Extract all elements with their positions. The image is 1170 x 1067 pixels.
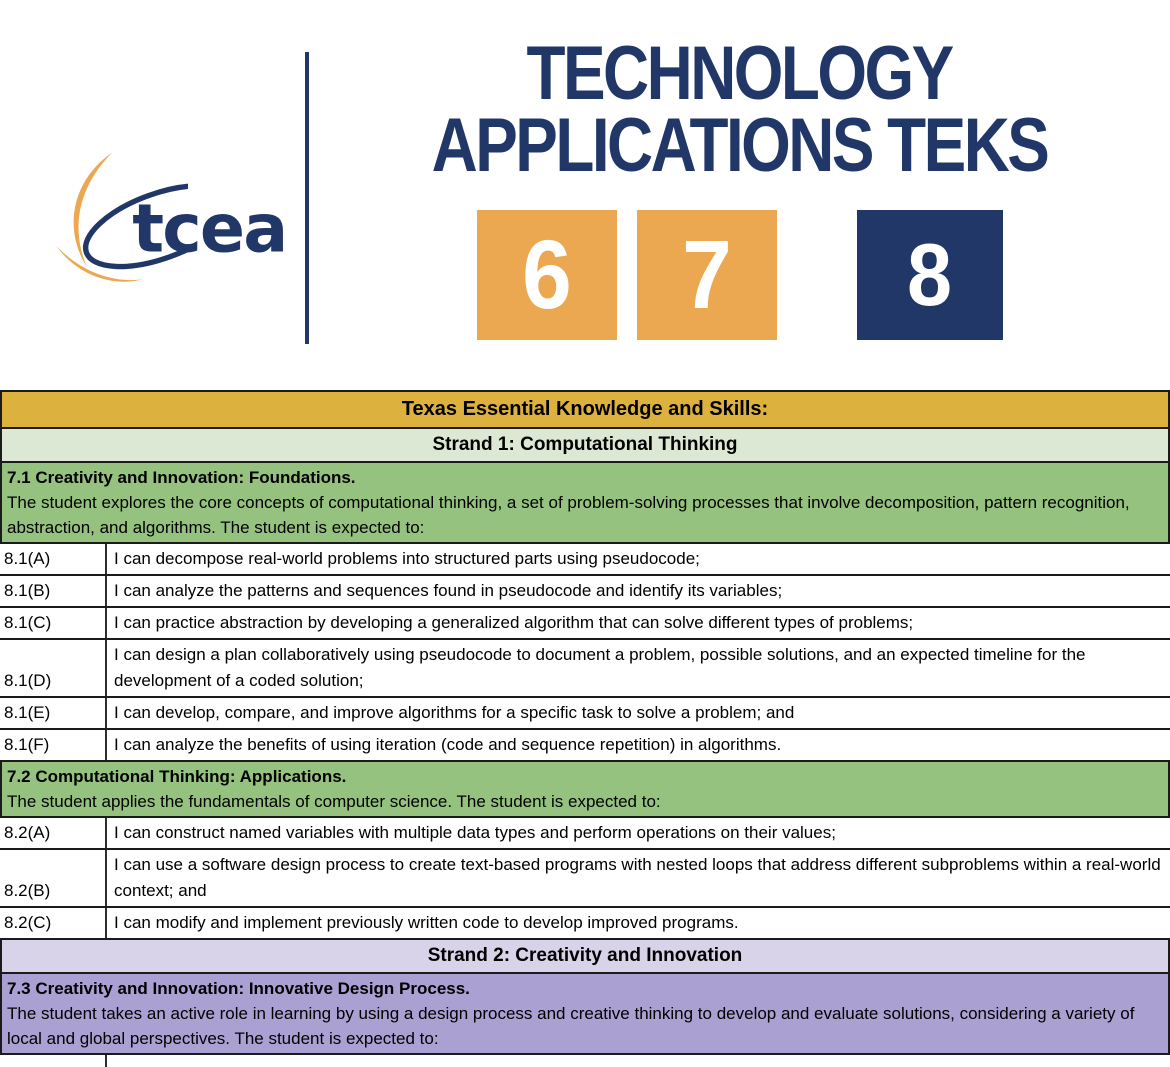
section-cell (2, 974, 1168, 1053)
standard-code: 8.1(F) (0, 730, 107, 760)
standard-code: 8.1(C) (0, 608, 107, 638)
standard-text: I can analyze the benefits of using iteration (code and sequence repetition) in algorithms. (114, 735, 782, 754)
standard-text: I can practice abstraction by developing a generalized algorithm that can solve different types of problems; (114, 613, 914, 632)
table-row-section (0, 463, 1170, 544)
page-title-line1: TECHNOLOGY (526, 31, 953, 116)
table-row-8.1(C) (0, 608, 1170, 640)
grade-boxes (477, 210, 1003, 340)
logo-wordmark: tcea (132, 189, 287, 268)
section-title: 7.2 Computational Thinking: Applications. (7, 767, 347, 786)
table-row-partial (0, 1055, 1170, 1067)
grade-box-6 (477, 210, 617, 340)
table-row-8.1(B) (0, 576, 1170, 608)
standard-text: I can analyze the patterns and sequences found in pseudocode and identify its variables; (114, 581, 783, 600)
table-row-section (0, 762, 1170, 818)
section-title: 7.1 Creativity and Innovation: Foundations. (7, 468, 356, 487)
standard-text: I can decompose real-world problems into structured parts using pseudocode; (114, 549, 700, 568)
section-body: The student takes an active role in learning by using a design process and creative thinking to develop and evaluate solutions, considering a variety of local and global perspectives. The student is expected to: (7, 1004, 1135, 1048)
section-cell (2, 463, 1168, 542)
standard-code: 8.1(E) (0, 698, 107, 728)
title-block (309, 0, 1170, 390)
table-row-8.2(A) (0, 818, 1170, 850)
table-row-8.1(F) (0, 730, 1170, 762)
grade-box-8 (857, 210, 1003, 340)
strand-heading: Strand 2: Creativity and Innovation (427, 945, 743, 966)
standard-text: I can use a software design process to create text-based programs with nested loops that address different subproblems within a real-world context; and (114, 855, 1161, 900)
table-row-strand (0, 940, 1170, 974)
table-row-table_title (0, 392, 1170, 429)
table-row-section (0, 974, 1170, 1055)
standard-text: I can develop, compare, and improve algorithms for a specific task to solve a problem; and (114, 703, 795, 722)
tcea-logo (0, 0, 305, 390)
standard-code: 8.2(A) (0, 818, 107, 848)
table-row-strand (0, 429, 1170, 463)
grade-6-label: 6 (521, 220, 572, 329)
standard-code: 8.2(C) (0, 908, 107, 938)
grade-7-label: 7 (681, 220, 732, 329)
standard-text (107, 1055, 1170, 1067)
standard-code: 8.1(B) (0, 576, 107, 606)
standard-code: 8.1(D) (0, 640, 107, 696)
document-header (0, 0, 1170, 390)
table-row-8.1(E) (0, 698, 1170, 730)
table-title: Texas Essential Knowledge and Skills: (401, 398, 769, 420)
page-title-line2: APPLICATIONS TEKS (431, 103, 1048, 188)
grade-box-7 (637, 210, 777, 340)
section-title: 7.3 Creativity and Innovation: Innovative Design Process. (7, 979, 470, 998)
standard-code (0, 1055, 107, 1067)
crescent-icon (74, 152, 113, 267)
strand-heading: Strand 1: Computational Thinking (432, 434, 738, 455)
standard-code: 8.2(B) (0, 850, 107, 906)
teks-table (0, 390, 1170, 1067)
section-body: The student applies the fundamentals of computer science. The student is expected to: (7, 792, 661, 811)
table-row-8.1(D) (0, 640, 1170, 698)
section-body: The student explores the core concepts of computational thinking, a set of problem-solving processes that involve decomposition, pattern recognition, abstraction, and algorithms. The student is expected to: (7, 493, 1130, 537)
table-row-8.2(B) (0, 850, 1170, 908)
standard-text: I can construct named variables with multiple data types and perform operations on their values; (114, 823, 836, 842)
table-row-8.2(C) (0, 908, 1170, 940)
grade-8-label: 8 (906, 225, 953, 324)
tcea-logo-graphic (53, 143, 305, 295)
standard-code: 8.1(A) (0, 544, 107, 574)
section-cell (2, 762, 1168, 816)
standard-text: I can modify and implement previously written code to develop improved programs. (114, 913, 739, 932)
standard-text: I can design a plan collaboratively using pseudocode to document a problem, possible solutions, and an expected timeline for the development of a coded solution; (114, 645, 1086, 690)
table-row-8.1(A) (0, 544, 1170, 576)
